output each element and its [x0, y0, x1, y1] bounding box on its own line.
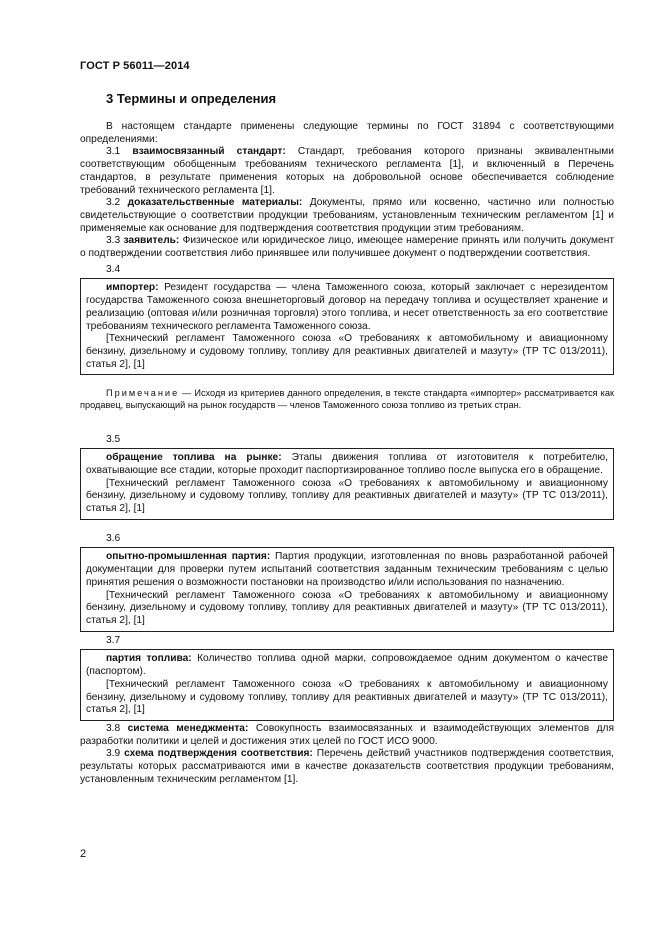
term-name: опытно-промышленная партия: [106, 551, 271, 563]
term-number-3-5: 3.5 [106, 433, 121, 445]
term-3-7 [86, 653, 608, 678]
term-box-3-6 [80, 547, 614, 631]
term-name: импортер: [106, 282, 159, 294]
section-title: 3 Термины и определения [106, 91, 277, 106]
term-definition: Перечень действий участников подтверждения соответствия, результаты которых рассматриваются ими в качестве доказательств соответствия продукции требованиям, установленным техническим регламентом [1]. [80, 748, 614, 785]
term-name: схема подтверждения соответствия: [124, 748, 313, 760]
term-number: 3.1 [106, 146, 121, 158]
term-reference: [Технический регламент Таможенного союза «О требованиях к автомобильному и авиационному бензину, дизельному и судовому топливу, топливу для реактивных двигателей и мазуту» (ТР ТС 013/2011), статья 2], [1] [86, 589, 608, 626]
term-name: обращение топлива на рынке: [106, 452, 282, 464]
term-reference: [Технический регламент Таможенного союза «О требованиях к автомобильному и авиационному бензину, дизельному и судовому топливу, топливу для реактивных двигателей и мазуту» (ТР ТС 013/2011), статья 2], [1] [86, 678, 608, 716]
term-reference: [Технический регламент Таможенного союза «О требованиях к автомобильному и авиационному бензину, дизельному и судовому топливу, топливу для реактивных двигателей и мазуту» (ТР ТС 013/2011), статья 2], [1] [86, 333, 608, 370]
term-number: 3.8 [106, 722, 121, 734]
note-label: Примечание [106, 388, 180, 399]
document-code: ГОСТ Р 56011—2014 [80, 60, 190, 72]
term-3-9 [80, 748, 614, 786]
term-box-3-5 [80, 448, 614, 520]
term-definition: Стандарт, требования которого признаны эквивалентными соответствующим обобщенным требованиям технического регламента [1], и включенный в Перечень стандартов, в результате применения которых на добровольной основе обеспечивается соблюдение требований технического регламента [1]. [80, 146, 614, 196]
term-3-8 [80, 723, 614, 748]
term-definition: Количество топлива одной марки, сопровождаемое одним документом о качестве (паспортом). [86, 653, 608, 678]
term-definition: Этапы движения топлива от изготовителя к потребителю, охватывающие все стадии, которые проходит паспортизированное топливо после выпуска его в обращение. [86, 452, 608, 476]
term-number: 3.2 [106, 197, 121, 209]
term-name: партия топлива: [106, 653, 192, 665]
term-definition: Физическое или юридическое лицо, имеющее намерение принять или получить документ о подтверждении соответствия либо принявшее или получившее документ о подтверждении соответствия. [80, 235, 614, 260]
section-content [80, 121, 614, 786]
term-reference: [Технический регламент Таможенного союза «О требованиях к автомобильному и авиационному бензину, дизельному и судовому топливу, топливу для реактивных двигателей и мазуту» (ТР ТС 013/2011), статья 2], [1] [86, 477, 608, 515]
term-definition: Резидент государства — члена Таможенного союза, который заключает с нерезидентом государства Таможенного союза внешнеторговый договор на передачу топлива и осуществляет хранение и реализацию (оптовая и/или розничная торговля) этого топлива, и несет ответственность за его соответствие требованиям технического регламента Таможенного союза. [86, 282, 608, 332]
term-3-2 [80, 197, 614, 235]
term-3-5 [86, 452, 608, 477]
note-text: — Исходя из критериев данного определения, в тексте стандарта «импортер» рассматривается как продавец, выпускающий на рынок государств — членов Таможенного союза топливо из третьих стран. [80, 388, 614, 411]
term-name: взаимосвязанный стандарт: [132, 146, 286, 158]
term-definition: Документы, прямо или косвенно, частично или полностью свидетельствующие о соответствии продукции требованиям, установленным техническим регламентом [1] и применяемые как основание для подтверждения соответствия продукции этим требованиям. [80, 197, 614, 234]
term-3-6 [86, 551, 608, 589]
note-paragraph [80, 387, 614, 411]
term-number: 3.3 [106, 235, 121, 247]
intro-paragraph: В настоящем стандарте применены следующие термины по ГОСТ 31894 с соответствующими определениями: [80, 121, 614, 145]
term-box-3-7 [80, 649, 614, 721]
term-name: система менеджмента: [127, 722, 249, 734]
term-3-1 [80, 146, 614, 197]
term-name: доказательственные материалы: [127, 197, 303, 209]
term-number-3-7: 3.7 [106, 634, 121, 646]
term-name: заявитель: [123, 235, 180, 247]
term-3-3 [80, 235, 614, 260]
term-box-3-4 [80, 278, 614, 375]
page-number: 2 [80, 848, 87, 860]
term-definition: Совокупность взаимосвязанных и взаимодействующих элементов для разработки политики и целей и достижения этих целей по ГОСТ ИСО 9000. [80, 722, 614, 747]
term-definition: Партия продукции, изготовленная по вновь разработанной рабочей документации для проверки путем испытаний соответствия заданным техническим требованиям с целью принятия решения о возможности постановки на производство и/или использования по назначению. [86, 551, 608, 588]
term-number-3-6: 3.6 [106, 532, 121, 544]
term-number: 3.9 [106, 748, 121, 760]
term-number-3-4: 3.4 [106, 263, 121, 275]
term-3-4 [86, 282, 608, 333]
